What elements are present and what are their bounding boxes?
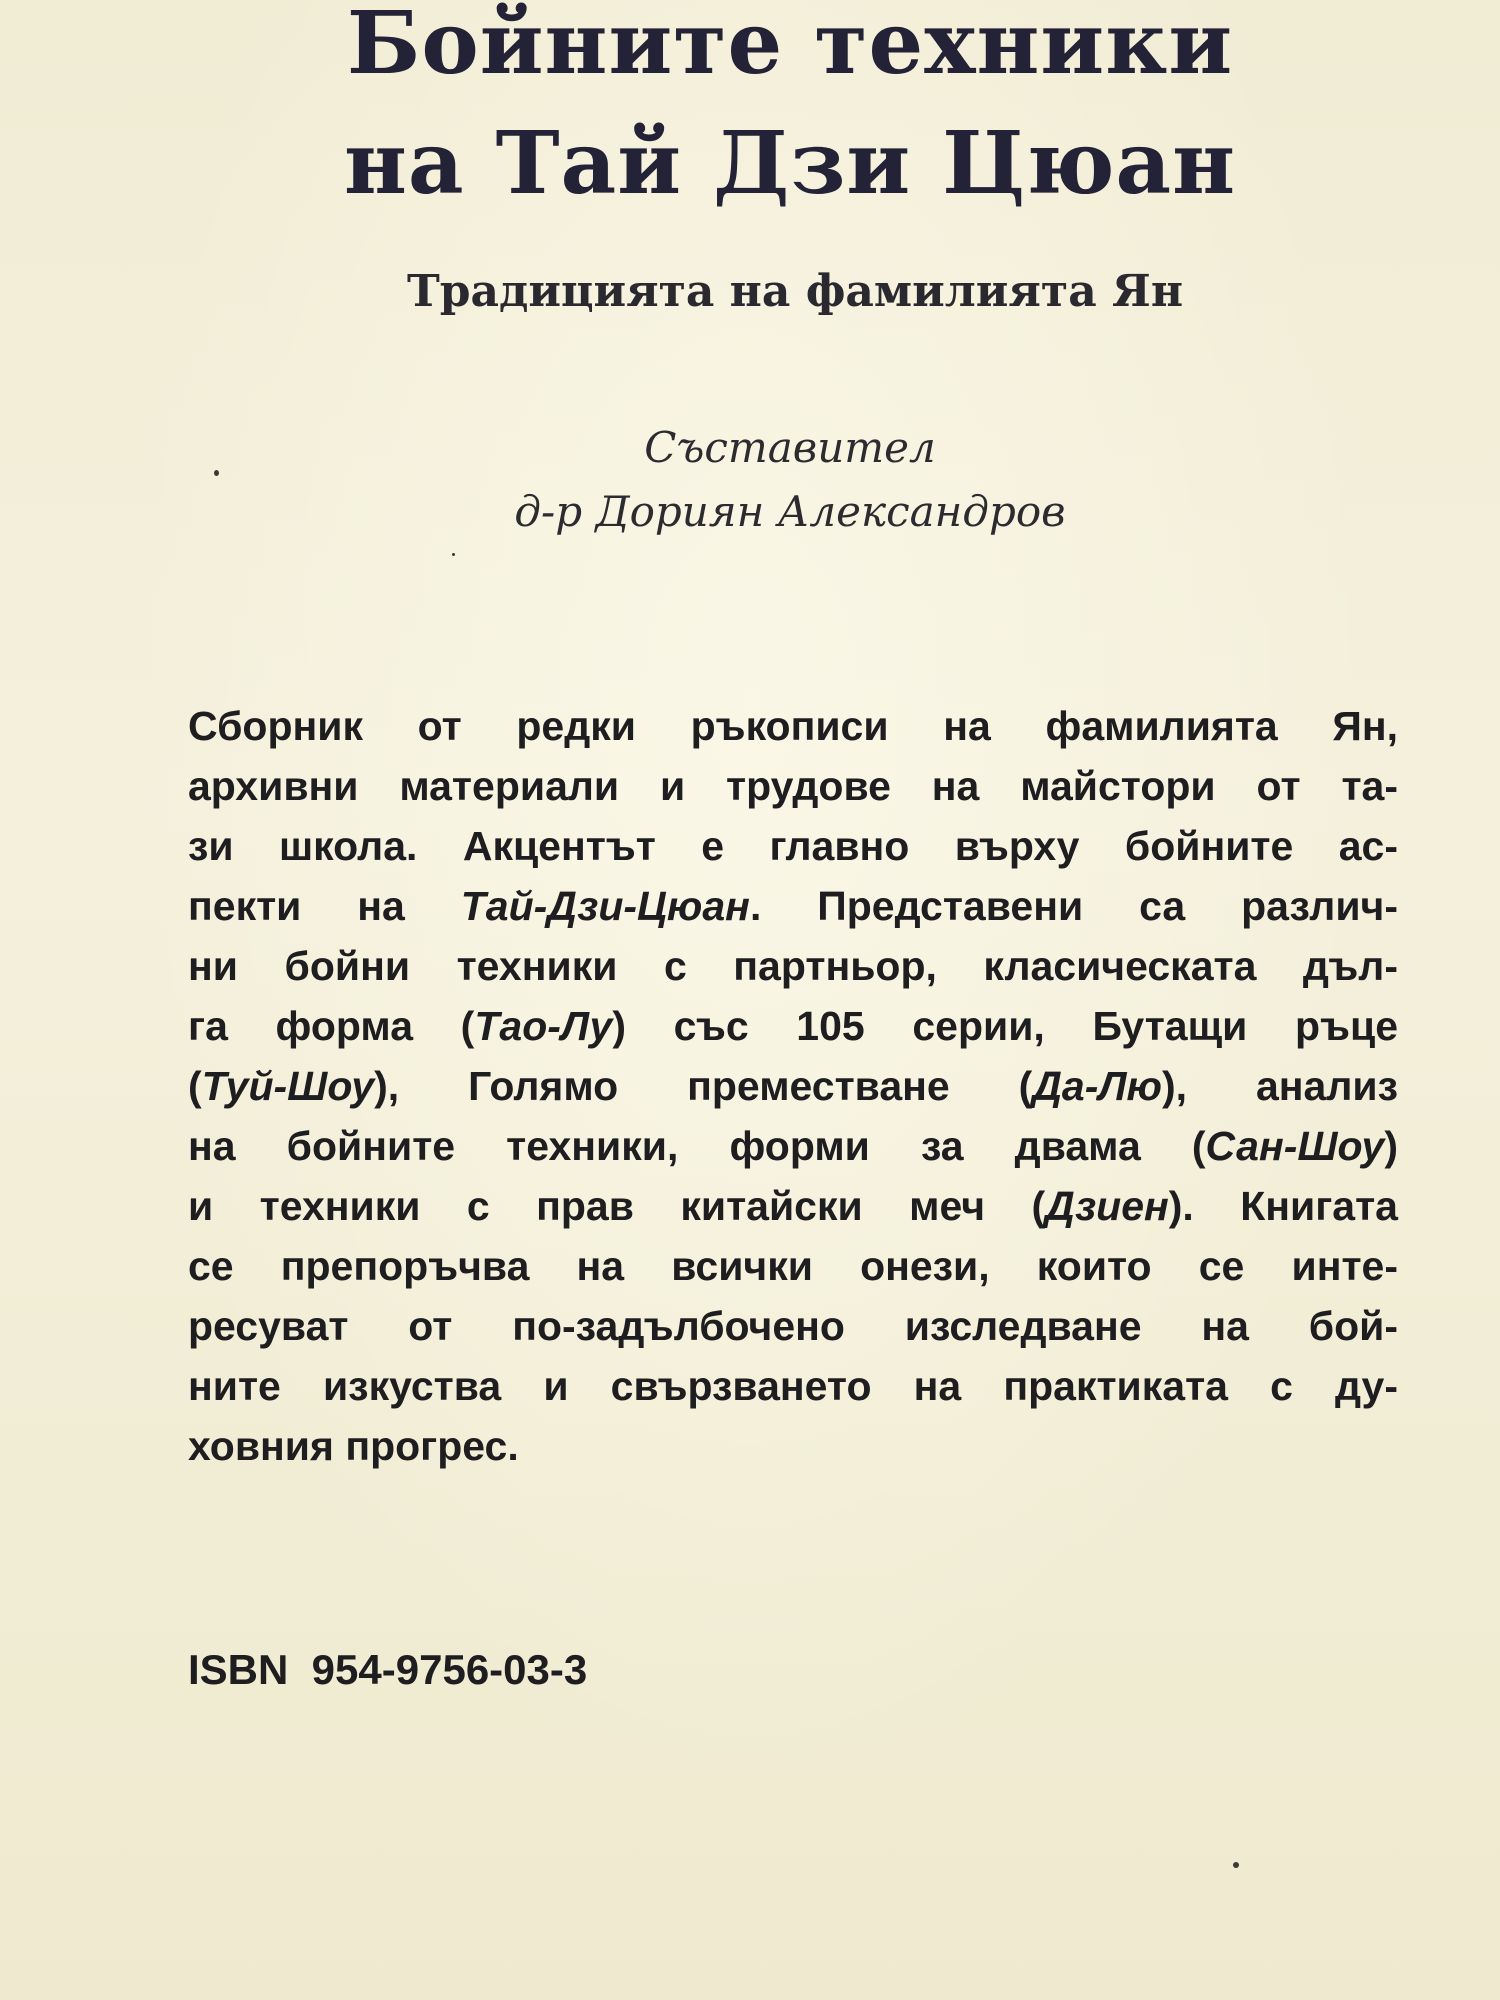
- description-line: [188, 1416, 1398, 1476]
- paper-speck: [452, 553, 455, 556]
- isbn-number: ISBN 954-9756-03-3: [188, 1646, 588, 1693]
- description-line: [188, 696, 1398, 756]
- description-text: ). Книгата: [1168, 1183, 1398, 1229]
- description-text: ), Голямо преместване (: [374, 1063, 1033, 1109]
- description-italic-term: Да-Лю: [1032, 1063, 1162, 1109]
- description-italic-term: Сан-Шоу: [1205, 1123, 1385, 1169]
- book-subtitle: Традицията на фамилията Ян: [406, 266, 1184, 317]
- description-line: [188, 1116, 1398, 1176]
- book-title-line-1: Бойните техники: [346, 0, 1234, 94]
- description-line: [188, 1236, 1398, 1296]
- description-text: ) със 105 серии, Бутащи ръце: [612, 1003, 1398, 1049]
- description-text: . Представени са различ-: [749, 883, 1398, 929]
- description-italic-term: Тао-Лу: [474, 1003, 613, 1049]
- description-text: на бойните техники, форми за двама (: [188, 1123, 1206, 1169]
- compiler-name: д-р Дориян Александров: [514, 487, 1066, 536]
- description-line: [188, 1056, 1398, 1116]
- description-italic-term: Дзиен: [1045, 1183, 1169, 1229]
- description-line: [188, 936, 1398, 996]
- description-line: [188, 816, 1398, 876]
- description-text: (: [188, 1063, 202, 1109]
- description-italic-term: Туй-Шоу: [201, 1063, 375, 1109]
- description-line: [188, 1296, 1398, 1356]
- paper-speck: [214, 470, 219, 476]
- book-title-line-2: на Тай Дзи Цюан: [343, 113, 1237, 214]
- compiler-label: Съставител: [644, 423, 936, 472]
- description-text: зи школа. Акцентът е главно върху бойните ас-: [188, 823, 1398, 869]
- description-line: [188, 876, 1398, 936]
- description-text: ), анализ: [1162, 1063, 1398, 1109]
- description-line: [188, 756, 1398, 816]
- description-text: Сборник от редки ръкописи на фамилията Ян,: [188, 703, 1398, 749]
- description-italic-term: Тай-Дзи-Цюан: [460, 883, 750, 929]
- paper-speck: [1233, 1862, 1239, 1868]
- description-text: ресуват от по-задълбочено изследване на бой-: [188, 1303, 1398, 1349]
- description-text: ните изкуства и свързването на практиката с ду-: [188, 1363, 1398, 1409]
- description-text: ): [1384, 1123, 1398, 1169]
- description-text: ни бойни техники с партньор, класическата дъл-: [188, 943, 1398, 989]
- description-line: [188, 996, 1398, 1056]
- description-text: се препоръчва на всички онези, които се инте-: [188, 1243, 1398, 1289]
- description-line: [188, 1356, 1398, 1416]
- book-description: [188, 696, 1398, 1476]
- description-text: и техники с прав китайски меч (: [188, 1183, 1046, 1229]
- description-text: ховния прогрес.: [188, 1423, 519, 1469]
- description-text: га форма (: [188, 1003, 475, 1049]
- description-text: архивни материали и трудове на майстори от та-: [188, 763, 1398, 809]
- description-line: [188, 1176, 1398, 1236]
- description-text: пекти на: [188, 883, 461, 929]
